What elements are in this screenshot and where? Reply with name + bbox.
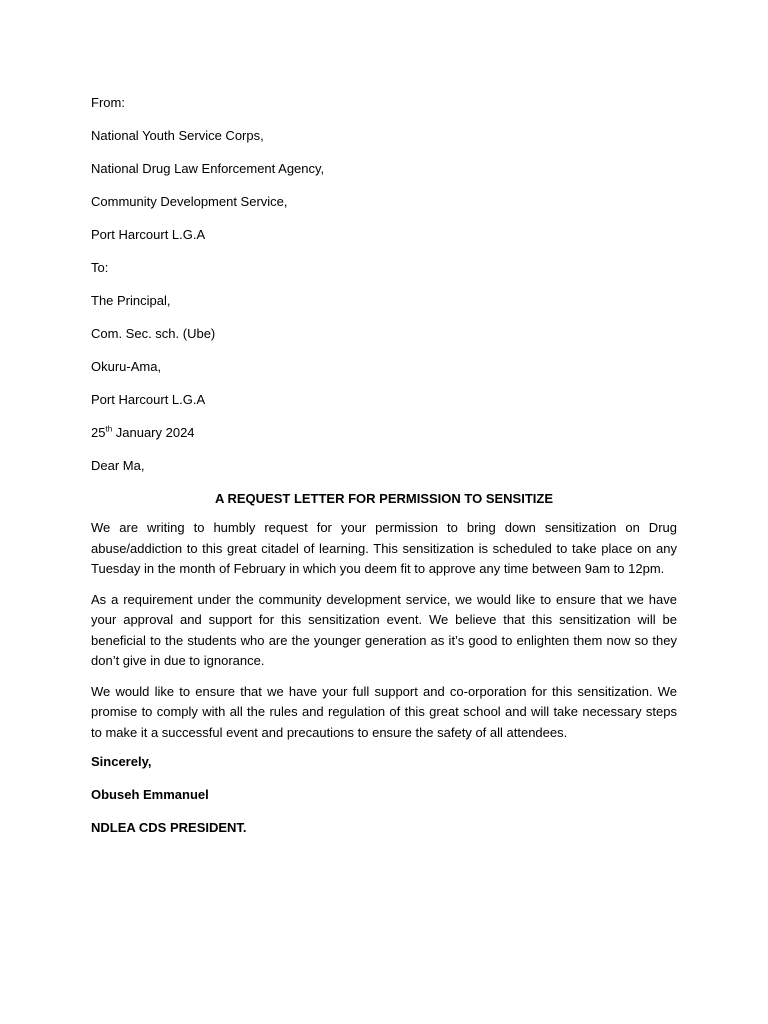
to-line-3: Okuru-Ama, — [91, 359, 162, 374]
from-line-4: Port Harcourt L.G.A — [91, 227, 206, 242]
letter-date — [91, 424, 677, 441]
from-line-1: National Youth Service Corps, — [91, 128, 264, 143]
salutation: Dear Ma, — [91, 458, 145, 473]
date-day: 25 — [91, 425, 106, 440]
valediction: Sincerely, — [91, 754, 152, 769]
signatory-title: NDLEA CDS PRESIDENT. — [91, 820, 247, 835]
date-rest: January 2024 — [112, 425, 195, 440]
to-line-4: Port Harcourt L.G.A — [91, 392, 206, 407]
to-line-1: The Principal, — [91, 293, 171, 308]
to-label: To: — [91, 260, 109, 275]
letter-subject: A REQUEST LETTER FOR PERMISSION TO SENSITIZE — [214, 491, 554, 506]
date-suffix: th — [105, 424, 113, 434]
from-line-3: Community Development Service, — [91, 194, 288, 209]
body-paragraph-2: As a requirement under the community development service, we would like to ensure that we have your approval and support for this sensitization event. We believe that this sensitization will be beneficial to the students who are the younger generation as it’s good to enlighten them now so they don’t give in due to ignorance. — [91, 591, 677, 668]
from-line-2: National Drug Law Enforcement Agency, — [91, 161, 325, 176]
from-label: From: — [91, 95, 125, 110]
body-paragraph-1: We are writing to humbly request for your permission to bring down sensitization on Drug abuse/addiction to this great citadel of learning. This sensitization is scheduled to take place on any Tuesday in the month of February in which you deem fit to approve any time between 9am to 12pm. — [91, 520, 677, 576]
body-paragraph-3: We would like to ensure that we have your full support and co-orporation for this sensitization. We promise to comply with all the rules and regulation of this great school and will take necessary steps to make it a successful event and precautions to ensure the safety of all attendees. — [91, 683, 677, 740]
signatory-name: Obuseh Emmanuel — [91, 787, 209, 802]
to-line-2: Com. Sec. sch. (Ube) — [91, 326, 216, 341]
